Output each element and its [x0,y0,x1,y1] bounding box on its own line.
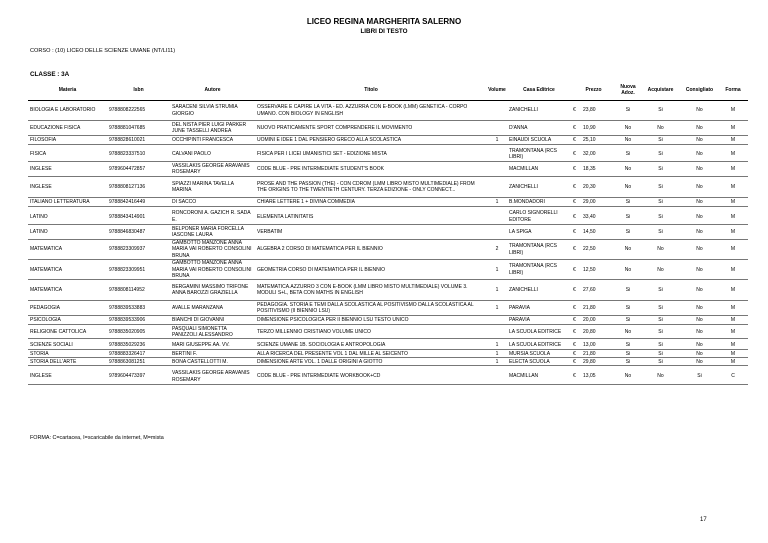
cell-acquistare: Si [640,342,681,350]
currency-symbol: € [573,350,576,357]
cell-autore: BONA CASTELLOTTI M. [170,358,255,366]
price-value: 22,50 [583,246,596,253]
cell-isbn: 9788839533883 [107,301,170,316]
col-materia: Materia [28,80,107,101]
cell-titolo: MATEMATICA.AZZURRO 3 CON E-BOOK (LMM LIBRO MISTO MULTIMEDIALE) VOLUME 3. MODULI S+L, BETA CON MATHS IN ENGLISH [255,280,487,301]
cell-editrice: PARAVIA [507,316,571,325]
cell-titolo: TERZO MILLENNIO CRISTIANO VOLUME UNICO [255,325,487,339]
cell-consigliato: No [681,260,718,280]
cell-titolo: ALGEBRA 2 CORSO DI MATEMATICA PER IL BIENNIO [255,240,487,260]
cell-autore: PASQUALI SIMONETTA PANIZZOLI ALESSANDRO [170,325,255,339]
cell-materia: MATEMATICA [28,260,107,280]
cell-editrice: LA SCUOLA EDITRICE [507,325,571,339]
table-row [28,325,748,339]
cell-materia: INGLESE [28,177,107,198]
cell-volume: 1 [487,342,507,350]
cell-forma: M [718,148,748,162]
cell-titolo: OSSERVARE E CAPIRE LA VITA - ED. AZZURRA CON E-BOOK (LMM) GENETICA - CORPO UMANO. CON BIOLOGY IN ENGLISH [255,101,487,121]
school-title: LICEO REGINA MARGHERITA SALERNO [306,17,462,26]
table-row [28,280,748,301]
cell-forma: M [718,198,748,207]
cell-prezzo [571,177,616,198]
page-number: 17 [700,517,707,523]
cell-isbn: 9788883326417 [107,350,170,358]
cell-editrice: TRAMONTANA (RCS LIBRI) [507,260,571,280]
currency-symbol: € [573,136,576,143]
cell-forma: M [718,177,748,198]
cell-prezzo [571,121,616,136]
currency-symbol: € [573,246,576,253]
table-row [28,177,748,198]
table-row [28,162,748,177]
price-value: 29,00 [583,198,596,205]
cell-prezzo [571,210,616,225]
cell-materia: FISICA [28,148,107,162]
cell-consigliato: No [681,136,718,145]
col-prezzo: Prezzo [571,80,616,101]
cell-acquistare: Si [640,198,681,207]
cell-nuova: No [616,136,640,145]
cell-autore: BERTINI F. [170,350,255,358]
currency-symbol: € [573,358,576,365]
currency-symbol: € [573,266,576,273]
cell-editrice: TRAMONTANA (RCS LIBRI) [507,148,571,162]
currency-symbol: € [573,165,576,172]
cell-editrice: D'ANNA [507,121,571,136]
currency-symbol: € [573,287,576,294]
cell-titolo: PROSE AND THE PASSION (THE) - CON CDROM (LMM LIBRO MISTO MULTIMEDIALE) FROM THE ORIGINS TO THE TWENTIETH CENTURY. TERZA EDIZIONE - ONLY CONNECT... [255,177,487,198]
price-value: 21,80 [583,305,596,312]
cell-consigliato: No [681,350,718,358]
cell-forma: M [718,316,748,325]
cell-acquistare: Si [640,350,681,358]
cell-titolo: NUOVO PRATICAMENTE SPORT COMPRENDERE IL MOVIMENTO [255,121,487,136]
cell-nuova: No [616,162,640,177]
cell-isbn: 9788823309951 [107,260,170,280]
cell-nuova: Si [616,101,640,121]
cell-autore: OCCHIPINTI FRANCESCA [170,136,255,145]
cell-acquistare: No [640,369,681,385]
price-value: 32,00 [583,151,596,158]
cell-materia: MATEMATICA [28,280,107,301]
cell-prezzo [571,316,616,325]
cell-acquistare: Si [640,280,681,301]
currency-symbol: € [573,124,576,131]
cell-forma: M [718,325,748,339]
cell-editrice: TRAMONTANA (RCS LIBRI) [507,240,571,260]
cell-titolo: VERBATIM [255,225,487,240]
table-row [28,369,748,385]
cell-editrice: MACMILLAN [507,369,571,385]
price-value: 33,40 [583,213,596,220]
table-row [28,240,748,260]
cell-acquistare: Si [640,148,681,162]
table-row [28,358,748,366]
cell-acquistare: No [640,240,681,260]
cell-acquistare: No [640,121,681,136]
price-value: 12,50 [583,266,596,273]
currency-symbol: € [573,198,576,205]
cell-acquistare: Si [640,177,681,198]
cell-titolo: ALLA RICERCA DEL PRESENTE VOL 1 DAL MILLE AL SEICENTO [255,350,487,358]
cell-prezzo [571,350,616,358]
cell-materia: INGLESE [28,369,107,385]
col-volume: Volume [487,80,507,101]
price-value: 25,10 [583,136,596,143]
cell-autore: GAMBOTTO MANZONE ANNA MARIA VAI ROBERTO CONSOLINI BRUNA [170,260,255,280]
table-row [28,342,748,350]
cell-nuova: No [616,121,640,136]
cell-editrice: EINAUDI SCUOLA [507,136,571,145]
col-nuova-adoz: Nuova Adoz. [616,80,640,101]
cell-acquistare: Si [640,162,681,177]
cell-autore: SARACENI SILVIA STRUMIA GIORGIO [170,101,255,121]
cell-autore: MARI GIUSEPPE AA. VV. [170,342,255,350]
cell-editrice: MURSIA SCUOLA [507,350,571,358]
forma-legend: FORMA: C=cartacea, I=scaricabile da internet, M=mista [30,435,164,441]
cell-nuova: Si [616,350,640,358]
cell-nuova: No [616,325,640,339]
cell-prezzo [571,358,616,366]
cell-autore: CALVANI PAOLO [170,148,255,162]
cell-editrice: ELECTA SCUOLA [507,358,571,366]
cell-consigliato: No [681,358,718,366]
cell-nuova: Si [616,148,640,162]
cell-acquistare: Si [640,316,681,325]
cell-prezzo [571,225,616,240]
cell-titolo: CODE BLUE - PRE INTERMEDIATE WORKBOOK+CD [255,369,487,385]
cell-isbn: 9788835029236 [107,342,170,350]
cell-isbn: 9788863081251 [107,358,170,366]
currency-symbol: € [573,373,576,380]
price-value: 10,90 [583,124,596,131]
cell-prezzo [571,101,616,121]
document-subtitle: LIBRI DI TESTO [360,28,408,35]
cell-isbn: 9788839533906 [107,316,170,325]
col-consigliato: Consigliato [681,80,718,101]
cell-autore: VASSILAKIS GEORGE ARAVANIS ROSEMARY [170,162,255,177]
cell-isbn: 9788835020905 [107,325,170,339]
books-table [28,80,748,385]
cell-consigliato: No [681,325,718,339]
cell-volume: 1 [487,301,507,316]
cell-acquistare: No [640,260,681,280]
cell-editrice: LA SCUOLA EDITRICE [507,342,571,350]
cell-materia: SCIENZE SOCIALI [28,342,107,350]
cell-volume [487,148,507,162]
cell-volume [487,316,507,325]
col-isbn: Isbn [107,80,170,101]
cell-prezzo [571,240,616,260]
cell-isbn: 9788881047685 [107,121,170,136]
cell-forma: M [718,136,748,145]
cell-forma: M [718,162,748,177]
cell-volume: 1 [487,358,507,366]
cell-isbn: 9788843414901 [107,210,170,225]
cell-editrice: ZANICHELLI [507,280,571,301]
cell-acquistare: Si [640,136,681,145]
cell-prezzo [571,198,616,207]
cell-consigliato: No [681,240,718,260]
cell-prezzo [571,369,616,385]
cell-acquistare: Si [640,301,681,316]
col-casa-editrice: Casa Editrice [507,80,571,101]
cell-prezzo [571,136,616,145]
cell-prezzo [571,148,616,162]
cell-forma: M [718,342,748,350]
col-titolo: Titolo [255,80,487,101]
cell-prezzo [571,260,616,280]
cell-editrice: ZANICHELLI [507,101,571,121]
cell-isbn: 9788808114952 [107,280,170,301]
cell-titolo: DIMENSIONE PSICOLOGICA PER II BIENNIO LSU TESTO UNICO [255,316,487,325]
col-autore: Autore [170,80,255,101]
cell-consigliato: No [681,101,718,121]
currency-symbol: € [573,107,576,114]
currency-symbol: € [573,328,576,335]
cell-consigliato: No [681,342,718,350]
cell-autore: BERGAMINI MASSIMO TRIFONE ANNA BAROZZI GRAZIELLA [170,280,255,301]
cell-acquistare: Si [640,325,681,339]
cell-consigliato: No [681,301,718,316]
cell-editrice: PARAVIA [507,301,571,316]
cell-volume: 1 [487,260,507,280]
cell-prezzo [571,162,616,177]
cell-forma: C [718,369,748,385]
price-value: 29,80 [583,358,596,365]
cell-acquistare: Si [640,358,681,366]
price-value: 14,50 [583,228,596,235]
cell-volume [487,210,507,225]
cell-nuova: Si [616,280,640,301]
price-value: 21,80 [583,350,596,357]
cell-prezzo [571,301,616,316]
cell-isbn: 9788846830487 [107,225,170,240]
cell-materia: ITALIANO LETTERATURA [28,198,107,207]
cell-materia: FILOSOFIA [28,136,107,145]
cell-consigliato: No [681,148,718,162]
cell-acquistare: Si [640,210,681,225]
cell-consigliato: No [681,198,718,207]
classe-label: CLASSE : 3A [30,71,70,78]
table-row [28,198,748,207]
cell-materia: LATINO [28,210,107,225]
cell-materia: EDUCAZIONE FISICA [28,121,107,136]
table-row [28,225,748,240]
cell-nuova: Si [616,210,640,225]
cell-editrice: LA SPIGA [507,225,571,240]
cell-volume [487,177,507,198]
cell-editrice: B.MONDADORI [507,198,571,207]
cell-nuova: No [616,177,640,198]
cell-consigliato: No [681,280,718,301]
table-row [28,301,748,316]
cell-forma: M [718,225,748,240]
price-value: 13,05 [583,373,596,380]
cell-forma: M [718,240,748,260]
currency-symbol: € [573,183,576,190]
price-value: 20,30 [583,183,596,190]
currency-symbol: € [573,213,576,220]
cell-prezzo [571,280,616,301]
price-value: 27,60 [583,287,596,294]
cell-nuova: Si [616,358,640,366]
table-row [28,260,748,280]
cell-forma: M [718,358,748,366]
cell-volume [487,225,507,240]
cell-volume [487,162,507,177]
table-row [28,101,748,121]
cell-titolo: UOMINI E IDEE 1 DAL PENSIERO GRECO ALLA SCOLASTICA [255,136,487,145]
cell-volume [487,369,507,385]
table-row [28,350,748,358]
cell-autore: BELPONER MARIA FORCELLA IASCONE LAURA [170,225,255,240]
cell-forma: M [718,350,748,358]
cell-editrice: MACMILLAN [507,162,571,177]
cell-isbn: 9788828610021 [107,136,170,145]
cell-consigliato: No [681,162,718,177]
cell-nuova: Si [616,316,640,325]
cell-isbn: 9788842416449 [107,198,170,207]
currency-symbol: € [573,151,576,158]
cell-autore: RONCORONI A. GAZICH R. SADA E. [170,210,255,225]
cell-forma: M [718,210,748,225]
cell-forma: M [718,280,748,301]
cell-consigliato: Si [681,369,718,385]
cell-prezzo [571,342,616,350]
cell-isbn: 9788823337510 [107,148,170,162]
cell-nuova: No [616,369,640,385]
price-value: 23,80 [583,107,596,114]
cell-isbn: 9788823309937 [107,240,170,260]
cell-isbn: 9789604473397 [107,369,170,385]
cell-forma: M [718,101,748,121]
cell-consigliato: No [681,225,718,240]
table-row [28,316,748,325]
cell-volume: 1 [487,198,507,207]
cell-volume [487,121,507,136]
cell-isbn: 9789604472857 [107,162,170,177]
cell-autore: DEL NISTA PIER LUIGI PARKER JUNE TASSELLI ANDREA [170,121,255,136]
cell-consigliato: No [681,210,718,225]
cell-acquistare: Si [640,101,681,121]
cell-editrice: ZANICHELLI [507,177,571,198]
cell-nuova: Si [616,198,640,207]
cell-titolo: ELEMENTA LATINITATIS [255,210,487,225]
cell-editrice: CARLO SIGNORELLI EDITORE [507,210,571,225]
cell-volume: 2 [487,240,507,260]
cell-nuova: No [616,260,640,280]
price-value: 18,35 [583,165,596,172]
currency-symbol: € [573,305,576,312]
table-row [28,121,748,136]
cell-autore: VASSILAKIS GEORGE ARAVANIS ROSEMARY [170,369,255,385]
table-row [28,210,748,225]
cell-volume [487,101,507,121]
cell-autore: BIANCHI DI GIOVANNI [170,316,255,325]
cell-nuova: Si [616,225,640,240]
cell-consigliato: No [681,177,718,198]
cell-titolo: FISICA PER I LICEI UMANISTICI SET - EDIZIONE MISTA [255,148,487,162]
cell-materia: INGLESE [28,162,107,177]
cell-nuova: Si [616,301,640,316]
cell-materia: STORIA [28,350,107,358]
cell-nuova: No [616,240,640,260]
cell-volume: 1 [487,350,507,358]
cell-materia: MATEMATICA [28,240,107,260]
cell-titolo: GEOMETRIA CORSO DI MATEMATICA PER IL BIENNIO [255,260,487,280]
price-value: 20,80 [583,328,596,335]
cell-acquistare: Si [640,225,681,240]
cell-materia: RELIGIONE CATTOLICA [28,325,107,339]
cell-titolo: CHIARE LETTERE 1 + DIVINA COMMEDIA [255,198,487,207]
cell-nuova: Si [616,342,640,350]
currency-symbol: € [573,342,576,349]
cell-autore: GAMBOTTO MANZONE ANNA MARIA VAI ROBERTO CONSOLINI BRUNA [170,240,255,260]
cell-materia: STORIA DELL'ARTE [28,358,107,366]
cell-forma: M [718,301,748,316]
cell-autore: DI SACCO [170,198,255,207]
price-value: 20,00 [583,317,596,324]
cell-isbn: 9788808222565 [107,101,170,121]
table-row [28,148,748,162]
price-value: 13,00 [583,342,596,349]
col-acquistare: Acquistare [640,80,681,101]
cell-volume [487,325,507,339]
cell-consigliato: No [681,121,718,136]
cell-isbn: 9788808127136 [107,177,170,198]
cell-titolo: CODE BLUE - PRE INTERMEDIATE STUDENT'S BOOK [255,162,487,177]
cell-materia: LATINO [28,225,107,240]
currency-symbol: € [573,228,576,235]
cell-titolo: SCIENZE UMANE 1B. SOCIOLOGIA E ANTROPOLOGIA [255,342,487,350]
cell-volume: 1 [487,136,507,145]
table-header-row [28,80,748,101]
cell-consigliato: No [681,316,718,325]
cell-volume: 1 [487,280,507,301]
corso-label: CORSO : (10) LICEO DELLE SCIENZE UMANE (NT/LI11) [30,48,176,54]
currency-symbol: € [573,317,576,324]
cell-titolo: DIMENSIONE ARTE VOL. 1 DALLE ORIGINI A GIOTTO [255,358,487,366]
cell-autore: AVALLE MARANZANA [170,301,255,316]
cell-forma: M [718,260,748,280]
cell-materia: BIOLOGIA E LABORATORIO [28,101,107,121]
table-row [28,136,748,145]
cell-materia: PSICOLOGIA [28,316,107,325]
cell-autore: SPIAZZI MARINA TAVELLA MARINA [170,177,255,198]
cell-prezzo [571,325,616,339]
cell-forma: M [718,121,748,136]
cell-materia: PEDAGOGIA [28,301,107,316]
cell-titolo: PEDAGOGIA. STORIA E TEMI DALLA SCOLASTICA AL POSITIVISMO DALLA SCOLASTICA AL POSITIVISMO (II BIENNIO LSU) [255,301,487,316]
col-forma: Forma [718,80,748,101]
